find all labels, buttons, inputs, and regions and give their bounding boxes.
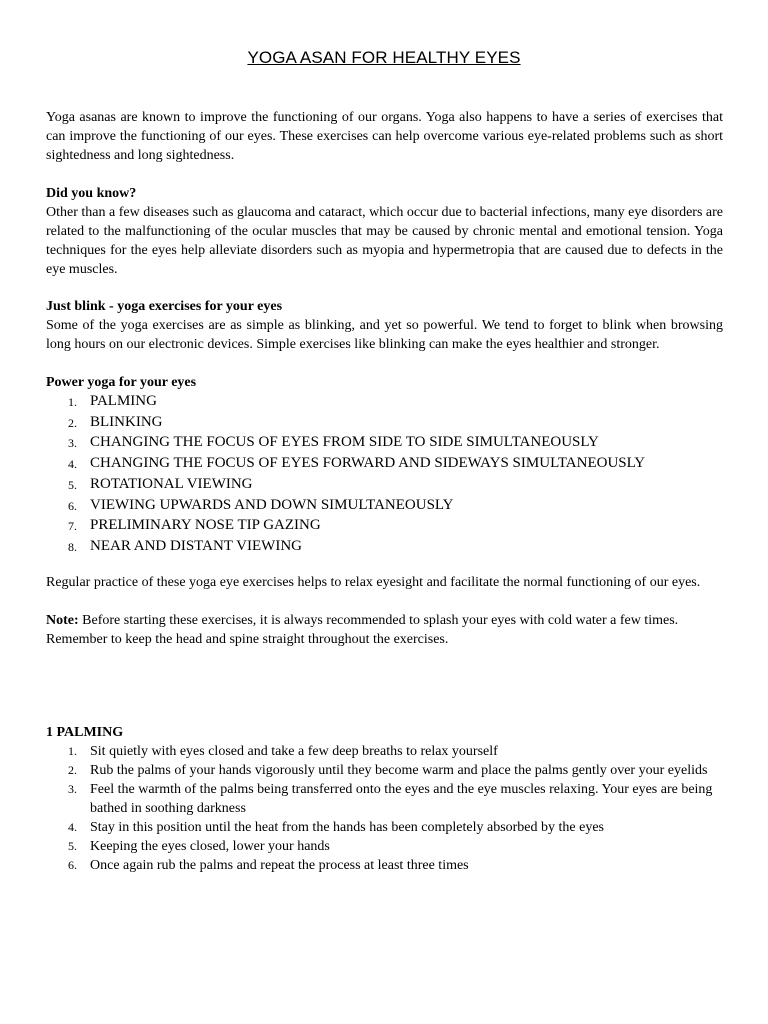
document-title: YOGA ASAN FOR HEALTHY EYES <box>247 48 521 67</box>
just-blink-heading: Just blink - yoga exercises for your eyes <box>46 299 283 314</box>
list-item <box>46 474 736 495</box>
list-item-text: Stay in this position until the heat from the hands has been completely absorbed by the eyes <box>90 820 605 835</box>
list-item-number: 1. <box>68 744 77 758</box>
list-item-number: 4. <box>68 457 77 472</box>
list-item-number: 5. <box>68 477 77 492</box>
list-item <box>46 453 736 474</box>
list-item-number: 3. <box>68 782 77 796</box>
intro-paragraph: Yoga asanas are known to improve the functioning of our organs. Yoga also happens to have a series of exercises that can improve the functioning of our eyes. These exercises can help overcome various eye-related problems such as short sightedness and long sightedness. <box>46 110 723 163</box>
list-item-number: 2. <box>68 415 77 430</box>
power-yoga-heading: Power yoga for your eyes <box>46 375 197 390</box>
list-item-text: Sit quietly with eyes closed and take a few deep breaths to relax yourself <box>90 744 498 759</box>
list-item-text: ROTATIONAL VIEWING <box>90 475 253 492</box>
note-label: Note: <box>46 613 79 628</box>
list-item-number: 8. <box>68 539 77 554</box>
list-item-number: 6. <box>68 858 77 872</box>
list-item-number: 7. <box>68 519 77 534</box>
list-item <box>46 761 736 780</box>
did-you-know-heading: Did you know? <box>46 186 137 201</box>
list-item-text: PRELIMINARY NOSE TIP GAZING <box>90 517 321 534</box>
list-item <box>46 412 736 433</box>
list-item-text: CHANGING THE FOCUS OF EYES FORWARD AND SIDEWAYS SIMULTANEOUSLY <box>90 455 646 472</box>
list-item-text: Once again rub the palms and repeat the process at least three times <box>90 858 469 873</box>
note-paragraph <box>46 611 723 649</box>
list-item <box>46 391 736 412</box>
list-item <box>46 856 736 875</box>
list-item-text: Rub the palms of your hands vigorously until they become warm and place the palms gently over your eyelids <box>90 763 708 778</box>
list-item-text: Feel the warmth of the palms being transferred onto the eyes and the eye muscles relaxing. Your eyes are being bathed in soothing darkness <box>90 782 713 816</box>
list-item-text: BLINKING <box>90 413 163 430</box>
just-blink-paragraph: Some of the yoga exercises are as simple as blinking, and yet so powerful. We tend to forget to blink when browsing long hours on our electronic devices. Simple exercises like blinking can make the eyes healthier and stronger. <box>46 318 723 352</box>
did-you-know-paragraph: Other than a few diseases such as glaucoma and cataract, which occur due to bacterial infections, many eye disorders are related to the malfunctioning of the ocular muscles that may be caused by chronic mental and emotional tension. Yoga techniques for the eyes help alleviate disorders such as myopia and hypermetropia that are caused due to defects in the eye muscles. <box>46 205 723 277</box>
list-item-text: Keeping the eyes closed, lower your hands <box>90 839 330 854</box>
palming-steps-list <box>46 742 736 875</box>
note-text: Before starting these exercises, it is always recommended to splash your eyes with cold water a few times. Remember to keep the head and spine straight throughout the exercises. <box>46 613 679 647</box>
power-yoga-list <box>46 391 736 557</box>
list-item-number: 3. <box>68 436 77 451</box>
regular-practice-paragraph: Regular practice of these yoga eye exercises helps to relax eyesight and facilitate the normal functioning of our eyes. <box>46 575 701 590</box>
list-item-number: 1. <box>68 395 77 409</box>
list-item <box>46 818 736 837</box>
list-item-text: NEAR AND DISTANT VIEWING <box>90 537 302 554</box>
list-item <box>46 515 736 536</box>
list-item-number: 6. <box>68 498 77 513</box>
palming-heading: 1 PALMING <box>46 725 124 740</box>
list-item-number: 5. <box>68 839 77 853</box>
list-item-text: PALMING <box>90 393 157 409</box>
list-item-text: CHANGING THE FOCUS OF EYES FROM SIDE TO SIDE SIMULTANEOUSLY <box>90 434 599 451</box>
list-item <box>46 780 736 818</box>
list-item-number: 4. <box>68 820 77 834</box>
list-item <box>46 432 736 453</box>
list-item <box>46 742 736 761</box>
list-item-number: 2. <box>68 763 77 777</box>
list-item-text: VIEWING UPWARDS AND DOWN SIMULTANEOUSLY <box>90 496 454 513</box>
list-item <box>46 536 736 557</box>
list-item <box>46 837 736 856</box>
list-item <box>46 495 736 516</box>
